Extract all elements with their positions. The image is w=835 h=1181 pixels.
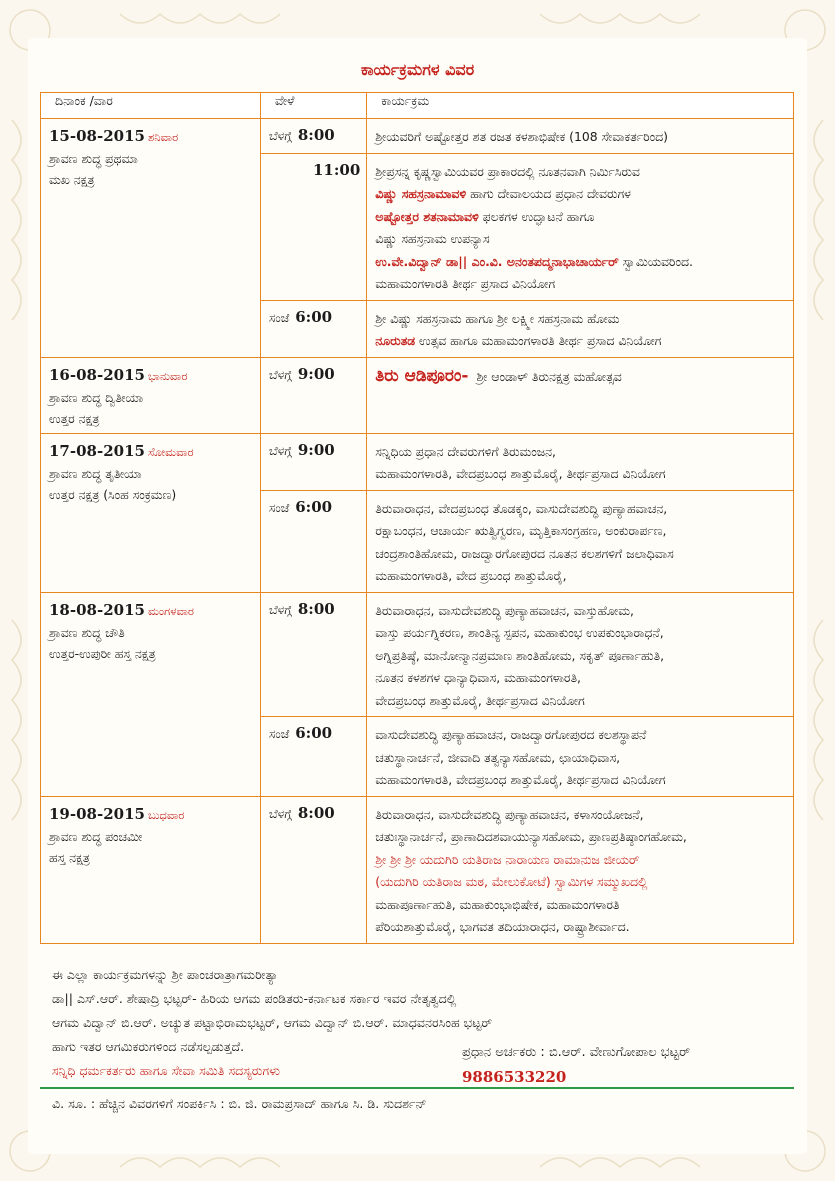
phone-number: 9886533220: [462, 1068, 567, 1086]
event-line: ಚತುಃಸ್ಥಾನಾರ್ಚನೆ, ಪ್ರಾಣಾದಿದಶವಾಯುನ್ಯಾಸಹೋಮ, ಪ್ರಾಣಪ್ರತಿಷ್ಠಾಂಗಹೋಮ,: [375, 829, 687, 844]
event-line: ತಿರುವಾರಾಧನ, ವಾಸುದೇವಶುದ್ಧಿ ಪುಣ್ಯಾಹವಾಚನ, ವಾಸ್ತುಹೋಮ,: [375, 602, 634, 618]
event-line: ಅಗ್ನಿಪ್ರತಿಷ್ಠೆ, ಮಾನೋನ್ಮಾನಪ್ರಮಾಣ ಶಾಂತಿಹೋಮ, ಸಕೃತ್ ಪೂರ್ಣಾಹುತಿ,: [375, 647, 665, 663]
time-value: 8:00: [297, 126, 335, 144]
panchanga-line: ಶ್ರಾವಣ ಶುದ್ಧ ತೃತೀಯಾ: [49, 465, 142, 481]
date-value: 16-08-2015: [49, 365, 145, 384]
panchanga-line: ಉತ್ತರ ನಕ್ಷತ್ರ (ಸಿಂಹ ಸಂಕ್ರಮಣ): [49, 486, 177, 502]
time-cell: [261, 592, 367, 717]
table-row: [41, 796, 794, 943]
table-row: [41, 433, 794, 490]
footer-line: ಹಾಗು ಇತರ ಆಗಮಿಕರುಗಳಿಂದ ನಡೆಸಲ್ಪಡುತ್ತದೆ.: [52, 1039, 245, 1054]
event-line: ನೂರುತಡ ಉತ್ಸವ ಹಾಗೂ ಮಹಾಮಂಗಳಾರತಿ ತೀರ್ಥ ಪ್ರಸಾದ ವಿನಿಯೋಗ: [375, 333, 662, 348]
time-of-day: ಸಂಜೆ: [269, 727, 290, 741]
time-cell: [261, 433, 367, 490]
panchanga-line: ಹಸ್ತ ನಕ್ಷತ್ರ: [49, 849, 90, 865]
time-cell: [261, 300, 367, 357]
event-line: ಚತುಸ್ಥಾನಾರ್ಚನೆ, ಜೀವಾದಿ ತತ್ವನ್ಯಾಸಹೋಮ, ಛಾಯಾಧಿವಾಸ,: [375, 749, 621, 765]
event-line: ಶ್ರೀಯವರಿಗೆ ಅಷ್ಟೋತ್ತರ ಶತ ರಜತ ಕಳಶಾಭಿಷೇಕ (108 ಸೇವಾಕರ್ತರಿಂದ): [375, 129, 668, 144]
header-date: ದಿನಾಂಕ /ವಾರ: [41, 93, 261, 119]
time-cell: [261, 119, 367, 154]
header-time: ವೇಳೆ: [261, 93, 367, 119]
chief-priest: ಪ್ರಧಾನ ಅರ್ಚಕರು : ಬಿ.ಆರ್. ವೇಣುಗೋಪಾಲ ಭಟ್ಟರ್: [462, 1045, 691, 1060]
weekday: ಬುಧವಾರ: [147, 807, 185, 822]
program-cell: [367, 796, 794, 943]
weekday: ಭಾನುವಾರ: [147, 368, 188, 383]
panchanga-line: ಶ್ರಾವಣ ಶುದ್ಧ ಪಂಚಮೀ: [49, 828, 143, 844]
table-row: [41, 119, 794, 154]
panchanga-line: ಮಖ ನಕ್ಷತ್ರ: [49, 172, 95, 187]
table-header-row: [41, 93, 794, 119]
time-of-day: ಬೆಳಗ್ಗೆ: [269, 602, 292, 617]
date-cell: [41, 357, 261, 433]
date-value: 19-08-2015: [49, 804, 145, 823]
time-of-day: ಸಂಜೆ: [269, 500, 290, 515]
footer-line: ಈ ಎಲ್ಲಾ ಕಾರ್ಯಕ್ರಮಗಳನ್ನು ಶ್ರೀ ಪಾಂಚರಾತ್ರಾಗಮರೀತ್ಯಾ: [52, 967, 279, 982]
event-line: ತಿರುವಾರಾಧನ, ವೇದಪ್ರಬಂಧ ತೊಡಕ್ಕಂ, ವಾಸುದೇವಶುದ್ಧಿ ಪುಣ್ಯಾಹವಾಚನ,: [375, 500, 668, 516]
panchanga-line: ಶ್ರಾವಣ ಶುದ್ಧ ಚೌತಿ: [49, 624, 125, 640]
program-cell: [367, 433, 794, 490]
event-line: ಚಂದ್ರಶಾಂತಿಹೋಮ, ರಾಜದ್ವಾರಗೋಪುರದ ನೂತನ ಕಲಶಗಳಿಗೆ ಜಲಾಧಿವಾಸ: [375, 545, 674, 561]
time-of-day: ಸಂಜೆ: [269, 310, 290, 325]
time-cell: [261, 153, 367, 300]
header-program: ಕಾರ್ಯಕ್ರಮ: [367, 93, 794, 119]
footer-line: ಆಗಮ ವಿದ್ವಾನ್ ಬಿ.ಆರ್. ಅಚ್ಯುತ ಪಟ್ಟಾಭಿರಾಮಭಟ್ಟರ್, ಆಗಮ ವಿದ್ವಾನ್ ಬಿ.ಆರ್. ಮಾಧವನರಸಿಂಹ ಭಟ್ಟರ್: [52, 1015, 493, 1030]
footer-text: [52, 963, 802, 1083]
table-row: [41, 357, 794, 433]
event-line: ವಿಷ್ಣು ಸಹಸ್ರನಾಮಾವಳಿ ಹಾಗು ದೇವಾಲಯದ ಪ್ರಧಾನ ದೇವರುಗಳ: [375, 186, 631, 201]
time-of-day: ಬೆಳಗ್ಗೆ: [269, 367, 292, 382]
event-line: ಮಹಾಮಂಗಳಾರತಿ, ವೇದಪ್ರಬಂಧ ಶಾತ್ತುಮೊರೈ, ತೀರ್ಥಪ್ರಸಾದ ವಿನಿಯೋಗ: [375, 466, 666, 481]
program-cell: [367, 119, 794, 154]
contact-note: ವಿ. ಸೂ. : ಹೆಚ್ಚಿನ ವಿವರಗಳಿಗೆ ಸಂಪರ್ಕಿಸಿ : ಬಿ. ಜಿ. ರಾಮಪ್ರಸಾದ್ ಹಾಗೂ ಸಿ. ಡಿ. ಸುದರ್ಶನ್: [52, 1096, 427, 1111]
schedule-table: [40, 92, 794, 944]
time-value: 9:00: [297, 364, 335, 383]
date-value: 18-08-2015: [49, 600, 145, 619]
weekday: ಮಂಗಳವಾರ: [147, 603, 194, 618]
event-line: ವಿಷ್ಣು ಸಹಸ್ರನಾಮ ಉಪನ್ಯಾಸ: [375, 231, 490, 246]
time-value: 6:00: [295, 307, 333, 326]
time-value: 9:00: [297, 440, 335, 459]
event-line: ರಕ್ಷಾಬಂಧನ, ಆಚಾರ್ಯ ಋತ್ವಿಗ್ವರಣ, ಮೃತ್ತಿಕಾಸಂಗ್ರಹಣ, ಅಂಕುರಾರ್ಪಣ,: [375, 523, 667, 538]
footer-trustees: ಸನ್ನಿಧಿ ಧರ್ಮಕರ್ತರು ಹಾಗೂ ಸೇವಾ ಸಮಿತಿ ಸದಸ್ಯರುಗಳು: [52, 1063, 281, 1078]
footer-line: ಡಾ|| ಎಸ್.ಆರ್. ಶೇಷಾದ್ರಿ ಭಟ್ಟರ್- ಹಿರಿಯ ಆಗಮ ಪಂಡಿತರು-ಕರ್ನಾಟಕ ಸರ್ಕಾರ ಇವರ ನೇತೃತ್ವದಲ್ಲಿ: [52, 991, 457, 1006]
date-value: 15-08-2015: [49, 127, 145, 145]
event-line: ಶ್ರೀ ವಿಷ್ಣು ಸಹಸ್ರನಾಮ ಹಾಗೂ ಶ್ರೀ ಲಕ್ಷ್ಮೀ ಸಹಸ್ರನಾಮ ಹೋಮ: [375, 310, 620, 326]
time-cell: [261, 796, 367, 943]
time-cell: [261, 490, 367, 592]
panchanga-line: ಉತ್ತರ-ಉಪುರೀ ಹಸ್ತ ನಕ್ಷತ್ರ: [49, 645, 156, 661]
event-line: ತಿರುವಾರಾಧನ, ವಾಸುದೇವಶುದ್ಧಿ ಪುಣ್ಯಾಹವಾಚನ, ಕಳಾಸಂಯೋಜನೆ,: [375, 806, 644, 822]
program-cell: [367, 357, 794, 433]
date-cell: [41, 796, 261, 943]
date-cell: [41, 433, 261, 592]
event-line: ಅಷ್ಟೋತ್ತರ ಶತನಾಮಾವಳಿ ಫಲಕಗಳ ಉದ್ಘಾಟನೆ ಹಾಗೂ: [375, 208, 595, 224]
event-line: ವೇದಪ್ರಬಂಧ ಶಾತ್ತುಮೊರೈ, ತೀರ್ಥಪ್ರಸಾದ ವಿನಿಯೋಗ: [375, 692, 585, 708]
divider: [40, 1087, 794, 1089]
time-value: 6:00: [295, 497, 333, 516]
program-cell: [367, 592, 794, 717]
event-line: ಪೆರಿಯಶಾತ್ತುಮೊರೈ, ಭಾಗವತ ತದಿಯಾರಾಧನ, ರಾಷ್ಟ್ರಾಶೀರ್ವಾದ.: [375, 919, 630, 934]
weekday: ಶನಿವಾರ: [147, 130, 179, 144]
event-line: ಸನ್ನಿಧಿಯ ಪ್ರಧಾನ ದೇವರುಗಳಿಗೆ ತಿರುಮಂಜನ,: [375, 443, 556, 459]
time-of-day: ಬೆಳಗ್ಗೆ: [269, 806, 292, 821]
date-cell: [41, 119, 261, 358]
time-value: 6:00: [295, 724, 333, 742]
page-title: ಕಾರ್ಯಕ್ರಮಗಳ ವಿವರ: [360, 60, 475, 79]
time-value: 11:00: [313, 160, 361, 179]
event-line: ಮಹಾಪೂರ್ಣಾಹುತಿ, ಮಹಾಕುಂಭಾಭಿಷೇಕ, ಮಹಾಮಂಗಳಾರತಿ: [375, 896, 620, 912]
event-line: ಮಹಾಮಂಗಳಾರತಿ, ವೇದ ಪ್ರಬಂಧ ಶಾತ್ತುಮೊರೈ,: [375, 568, 567, 583]
event-line: ಮಹಾಮಂಗಳಾರತಿ, ವೇದಪ್ರಬಂಧ ಶಾತ್ತುಮೊರೈ, ತೀರ್ಥಪ್ರಸಾದ ವಿನಿಯೋಗ: [375, 772, 666, 787]
weekday: ಸೋಮವಾರ: [147, 444, 194, 459]
time-cell: [261, 717, 367, 797]
event-line: ಶ್ರೀಪ್ರಸನ್ನ ಕೃಷ್ಣಸ್ವಾಮಿಯವರ ಪ್ರಾಕಾರದಲ್ಲಿ ನೂತನವಾಗಿ ನಿರ್ಮಿಸಿರುವ: [375, 163, 640, 179]
time-value: 8:00: [297, 803, 335, 822]
program-cell: [367, 490, 794, 592]
event-line: ನೂತನ ಕಳಶಗಳ ಧಾನ್ಯಾಧಿವಾಸ, ಮಹಾಮಂಗಳಾರತಿ,: [375, 670, 581, 685]
event-line: ಶ್ರೀ ಆಂಡಾಳ್ ತಿರುನಕ್ಷತ್ರ ಮಹೋತ್ಸವ: [476, 368, 622, 384]
event-line: ವಾಸುದೇವಶುದ್ಧಿ ಪುಣ್ಯಾಹವಾಚನ, ರಾಜದ್ವಾರಗೋಪುರದ ಕಲಶಸ್ಥಾಪನೆ: [375, 727, 647, 742]
event-line: ಉ.ವೇ.ವಿದ್ವಾನ್ ಡಾ|| ಎಂ.ವಿ. ಅನಂತಪದ್ಮನಾಭಾಚಾರ್ಯರ್ ಸ್ವಾಮಿಯವರಿಂದ.: [375, 253, 693, 269]
table-row: [41, 592, 794, 717]
date-cell: [41, 592, 261, 796]
time-of-day: ಬೆಳಗ್ಗೆ: [269, 443, 292, 458]
program-cell: [367, 300, 794, 357]
event-line: ಮಹಾಮಂಗಳಾರತಿ ತೀರ್ಥ ಪ್ರಸಾದ ವಿನಿಯೋಗ: [375, 276, 556, 291]
program-cell: [367, 717, 794, 797]
panchanga-line: ಉತ್ತರ ನಕ್ಷತ್ರ: [49, 410, 100, 426]
panchanga-line: ಶ್ರಾವಣ ಶುದ್ಧ ಪ್ರಥಮಾ: [49, 151, 138, 166]
date-value: 17-08-2015: [49, 441, 145, 460]
time-cell: [261, 357, 367, 433]
panchanga-line: ಶ್ರಾವಣ ಶುದ್ಧ ದ್ವಿತೀಯಾ: [49, 389, 144, 405]
program-cell: [367, 153, 794, 300]
event-line: ಶ್ರೀ ಶ್ರೀ ಶ್ರೀ ಯದುಗಿರಿ ಯತಿರಾಜ ನಾರಾಯಣ ರಾಮಾನುಜ ಜೀಯರ್: [375, 851, 640, 867]
festival-title: ತಿರು ಆಡಿಪೂರಂ-: [375, 365, 469, 386]
event-line: ವಾಸ್ತು ಪರ್ಯಗ್ನಿಕರಣ, ಶಾಂತಿನ್ಯ ಸ್ಪಪನ, ಮಹಾಕುಂಭ ಉಪಕುಂಭಾರಾಧನೆ,: [375, 625, 664, 640]
time-value: 8:00: [297, 599, 335, 618]
time-of-day: ಬೆಳಗ್ಗೆ: [269, 129, 292, 143]
event-line: (ಯದುಗಿರಿ ಯತಿರಾಜ ಮಠ, ಮೇಲುಕೋಟೆ) ಸ್ವಾಮಿಗಳ ಸಮ್ಮುಖದಲ್ಲಿ: [375, 874, 648, 889]
